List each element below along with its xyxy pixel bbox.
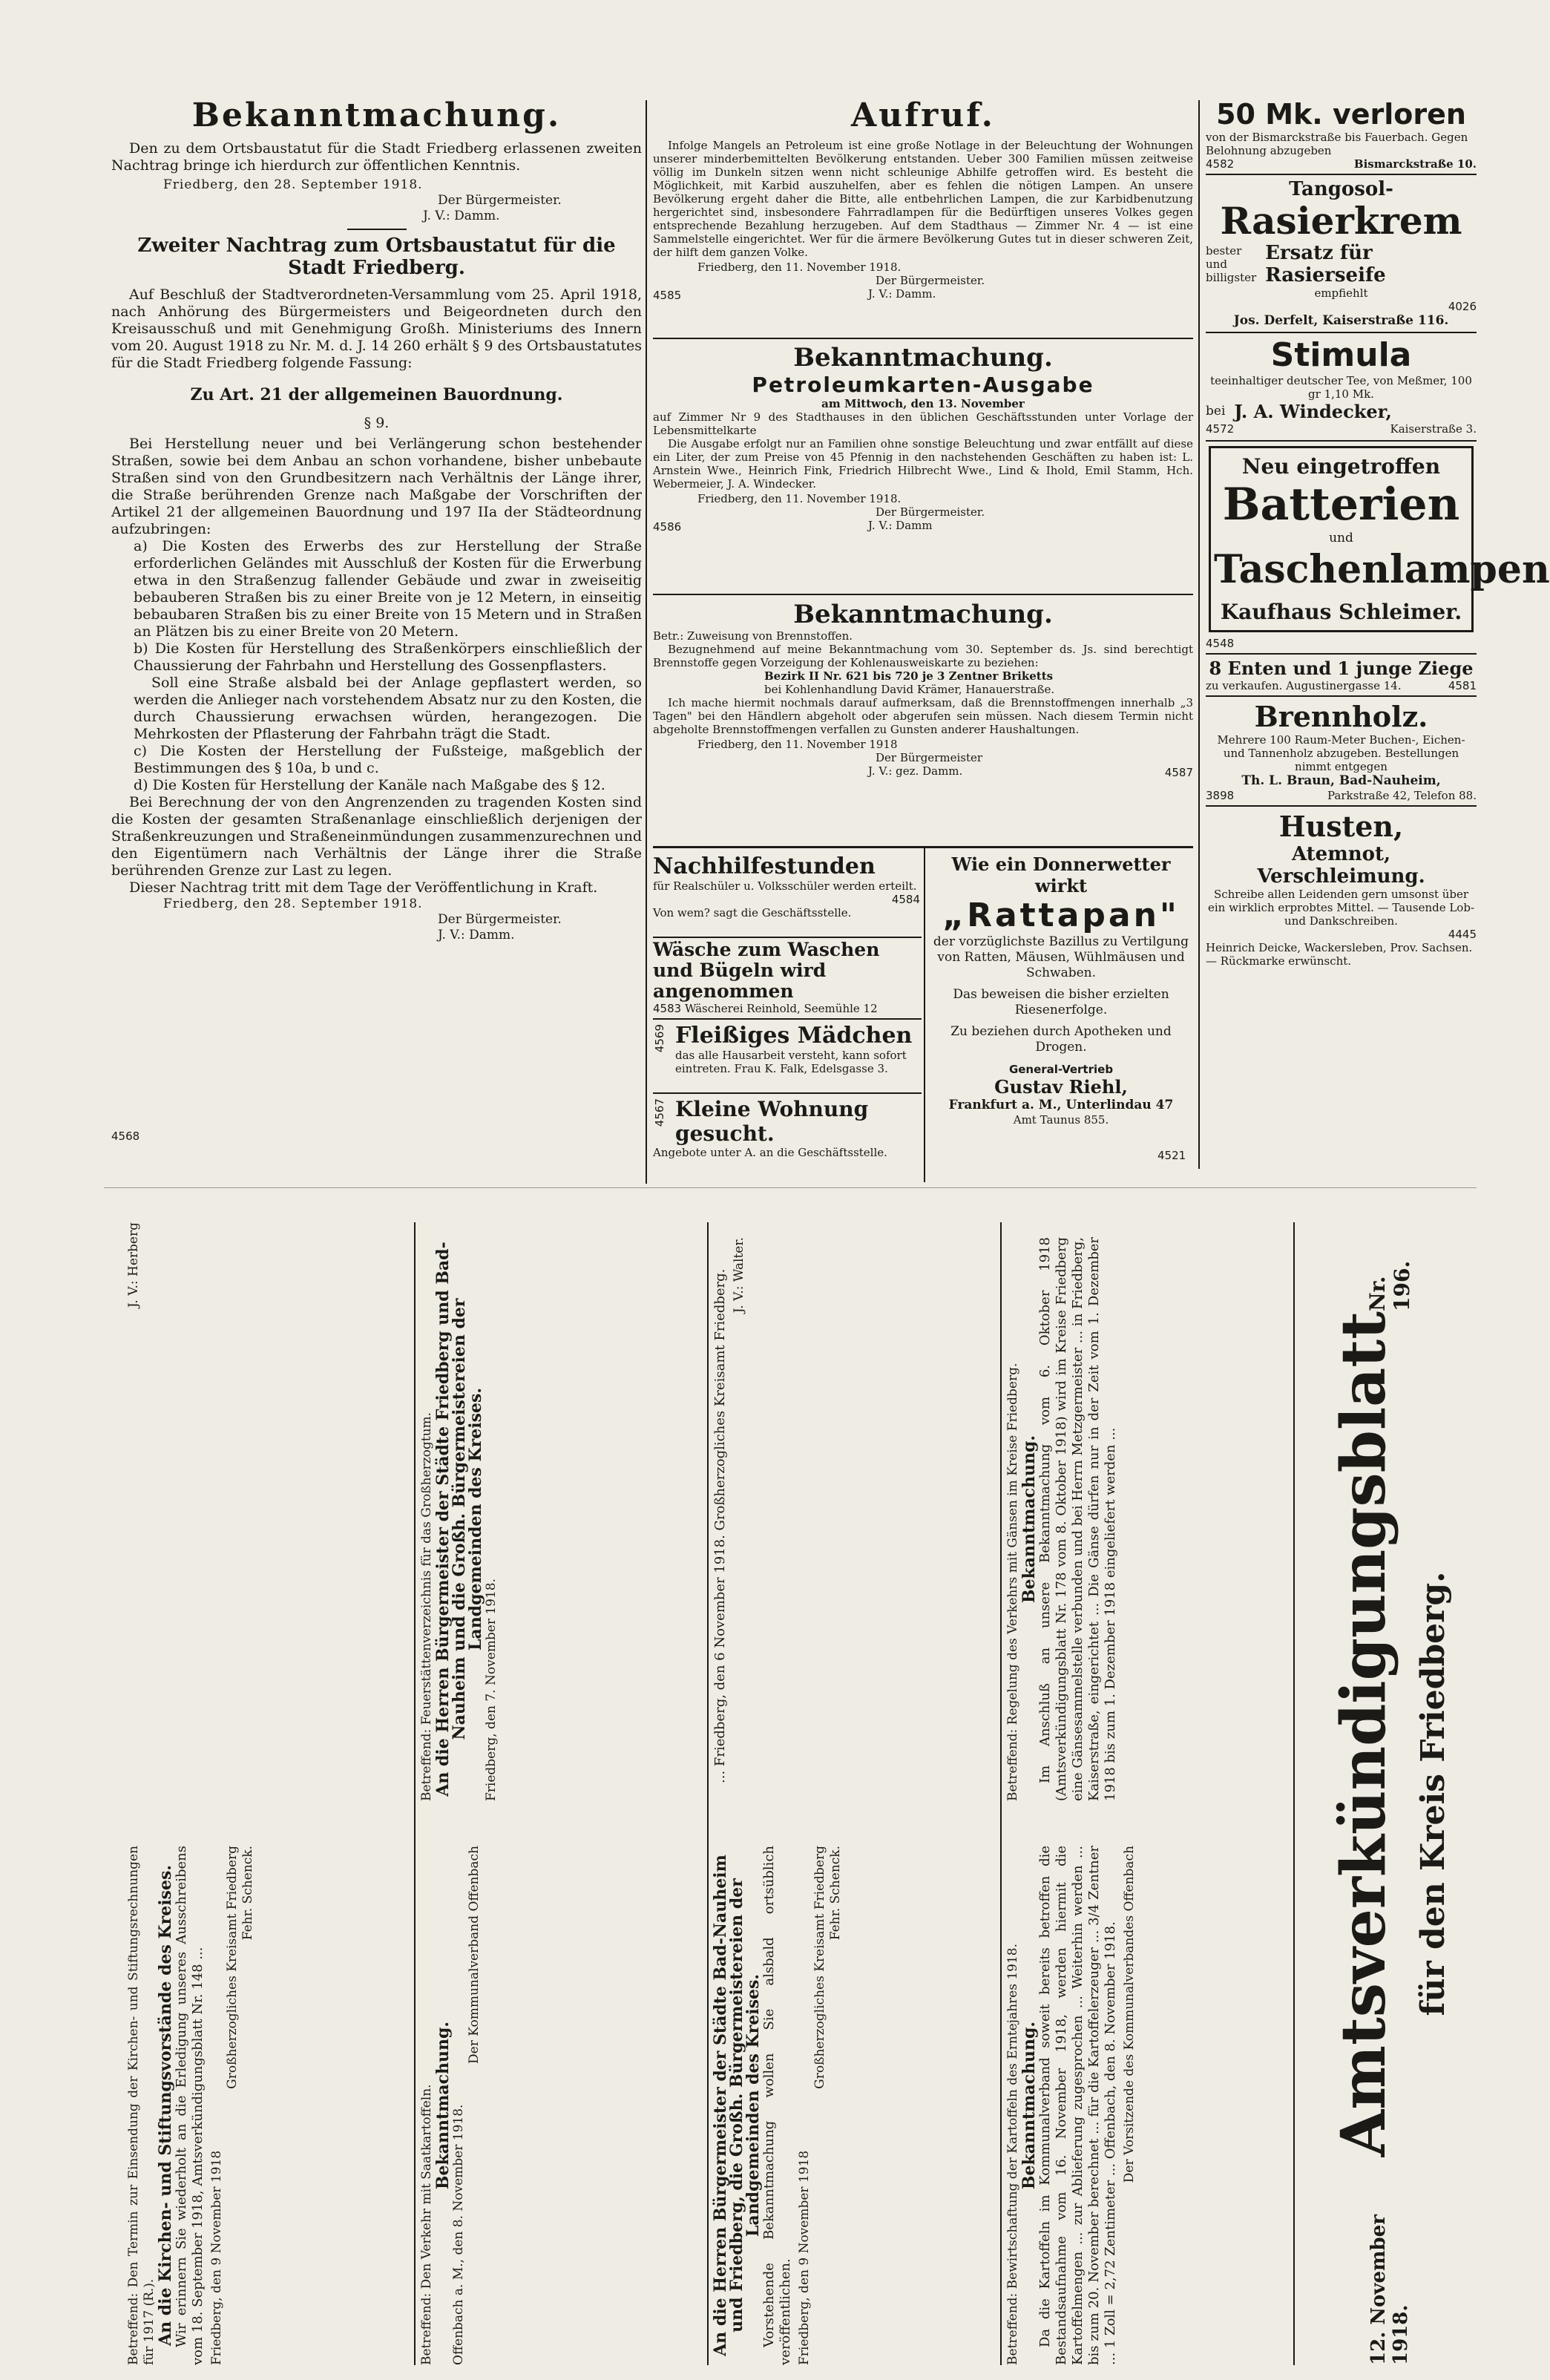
text: Da die Kartoffeln im Kommunalverband soweit bereits betroffen die Bestandsaufnahme vom 16. November 1918, werden hiermit die Kartoffelmengen ... zur Ablieferung zugesprochen ... Weiterhin werden ... bis zum 20. November berechnet ... für die Kartoffelerzeuger ... 3/4 Zentner ... 1 Zoll = 2,72 Zentimeter ... Offenbach, den 8. November 1918.: [1037, 1846, 1118, 2365]
ad-enten-text: zu verkaufen. Augustinergasse 14.: [1206, 679, 1402, 692]
signature-title: Der Bürgermeister: [876, 751, 983, 764]
ad-husten-text: Schreibe allen Leidenden gern umsonst über ein wirklich erprobtes Mittel. — Tausende Lob- und Dankschreiben.: [1207, 888, 1475, 928]
ad-number: 4567: [653, 1098, 666, 1127]
ad-address: Parkstraße 42, Telefon 88.: [1327, 789, 1477, 802]
bekanntmachung-ortsbaustatut: [111, 96, 642, 943]
ad-atemnot: Atemnot, Verschleimung.: [1257, 843, 1425, 888]
text: Vorstehende Bekanntmachung wollen Sie alsbald ortsüblich veröffentlichen.: [761, 1846, 793, 2365]
divider: [1206, 653, 1477, 655]
signature-name: J. V.: gez. Damm.: [868, 764, 963, 778]
signature: J. V.: Walter.: [732, 1237, 746, 1314]
ad-batt2: Batterien: [1222, 479, 1460, 531]
ad-number: 4568: [111, 1130, 140, 1143]
ad-batt4: Taschenlampen: [1214, 547, 1550, 592]
signature-name: J. V.: Damm: [868, 519, 933, 532]
ad-number: 4569: [653, 1024, 666, 1053]
item-c: c) Die Kosten der Herstellung der Fußsteige, maßgeblich der Bestimmungen des § 10a, b und c.: [134, 743, 642, 776]
ad-batt3: und: [1329, 531, 1353, 545]
ad-text: der vorzüglichste Bazillus zu Vertilgung von Ratten, Mäusen, Wühlmäusen und Schwaben.: [933, 934, 1189, 980]
item-d: d) Die Kosten für Herstellung der Kanäle nach Maßgabe des § 12.: [134, 777, 605, 793]
ad-rasier-text2: Ersatz für Rasierseife: [1265, 242, 1386, 286]
ad-number: 4585: [653, 289, 682, 302]
ad-text2: Das beweisen die bisher erzielten Riesenerfolge.: [953, 987, 1169, 1017]
divider: [1206, 805, 1477, 807]
signature: Großherzogliches Kreisamt Friedberg: [812, 1846, 827, 2089]
signature-title: Der Bürgermeister.: [438, 193, 562, 208]
signature: Der Vorsitzende des Kommunalverbandes Offenbach: [1122, 1846, 1137, 2183]
divider: [1206, 174, 1477, 175]
masthead-date: 12. November 1918.: [1367, 2215, 1412, 2365]
date-line: Friedberg, den 11. November 1918.: [697, 260, 902, 274]
section-title: Bekanntmachung.: [191, 96, 562, 134]
betreff: Betreffend: Feuerstättenverzeichnis für das Großherzogtum.: [419, 1412, 434, 1801]
paragraph: Bei Herstellung neuer und bei Verlängerung schon bestehender Straßen, sowie bei dem Anbau an schon vorhandene, bisher unbebaute Straßen sind von den Grundbesitzern nach Verhältnis der Länge ihrer, die Straße berührenden Grenze nach Maßgabe der Vorschriften der Artikel 21 der allgemeinen Bauordnung und 197 IIa der Städteordnung aufzubringen:: [111, 436, 642, 537]
ad-contact: Wäscherei Reinhold, Seemühle 12: [684, 1002, 878, 1015]
ad-batterien: [1209, 446, 1550, 632]
text: auf Zimmer Nr 9 des Stadthauses in den üblichen Geschäftsstunden unter Vorlage der Lebensmittelkarte: [653, 410, 1193, 437]
ad-wohnung: [653, 1097, 920, 1159]
divider: [1206, 332, 1477, 333]
item-b: b) Die Kosten für Herstellung des Straßenkörpers einschließlich der Chaussierung der Fahrbahn und Herstellung des Gossenpflasters.: [134, 640, 642, 674]
title: Bekanntmachung.: [433, 2021, 453, 2190]
divider: [653, 846, 1193, 848]
paragraph: Soll eine Straße alsbald bei der Anlage gepflastert werden, so werden die Anlieger nach vorstehendem Absatz nur zu den Kosten, die durch Chaussierung erwachsen würden, herangezogen. Die Mehrkosten der Pflasterung der Fahrbahn trägt die Stadt.: [134, 675, 642, 742]
ad-title: Kleine Wohnung gesucht.: [675, 1097, 869, 1146]
paragraph: Bei Berechnung der von den Angrenzenden zu tragenden Kosten sind die Kosten der gesamten Straßenanlage einschließlich derjenigen der Straßenkreuzungen und Straßeneinmündungen zusammenzurechnen und den Eigentümern nach Verhältnis der Länge ihrer die Straße berührenden Grenze zur Last zu legen.: [111, 794, 642, 879]
signature: J. V.: Herberg: [126, 1222, 141, 1308]
signature-title: Der Bürgermeister.: [438, 912, 562, 927]
ad-empfiehlt: empfiehlt: [1314, 286, 1368, 300]
date-line: Friedberg, den 11. November 1918.: [697, 492, 902, 505]
article-heading: Zu Art. 21 der allgemeinen Bauordnung.: [190, 385, 563, 404]
intro-text: Den zu dem Ortsbaustatut für die Stadt Friedberg erlassenen zweiten Nachtrag bringe ich hierdurch zur öffentlichen Kenntnis.: [111, 140, 642, 174]
paragraph-number: § 9.: [364, 415, 390, 431]
section-title: Aufruf.: [851, 96, 995, 134]
ad-windecker: J. A. Windecker,: [1234, 401, 1392, 422]
date: Friedberg, den 9 November 1918: [209, 2150, 224, 2365]
when: am Mittwoch, den 13. November: [821, 397, 1025, 410]
ad-stimula-title: Stimula: [1270, 336, 1412, 374]
date: Friedberg, den 7. November 1918.: [484, 1578, 499, 1801]
signature-name: Fehr. Schenck.: [828, 1846, 843, 1941]
title: An die Kirchen- und Stiftungsvorstände des Kreises.: [156, 1865, 175, 2346]
signature: Großherzogliches Kreisamt Friedberg: [225, 1846, 240, 2089]
ad-number: 4586: [653, 520, 682, 534]
ad-text: das alle Hausarbeit versteht, kann sofort eintreten. Frau K. Falk, Edelsgasse 3.: [675, 1049, 907, 1075]
ad-address: Bismarckstraße 10.: [1353, 157, 1477, 171]
text: Bezugnehmend auf meine Bekanntmachung vom 30. September ds. Js. sind berechtigt Brennstoffe gegen Vorzeigung der Kohlenausweiskarte zu beziehen:: [653, 643, 1193, 669]
date: Offenbach a. M., den 8. November 1918.: [451, 2104, 466, 2365]
signature-title: Der Bürgermeister.: [876, 274, 985, 287]
ad-maedchen: [653, 1023, 920, 1075]
ad-number: 4582: [1206, 157, 1235, 171]
title: Bekanntmachung.: [1019, 1435, 1039, 1604]
divider: [653, 338, 1193, 339]
bezirk: Bezirk II Nr. 621 bis 720 je 3 Zentner Briketts: [764, 669, 1054, 683]
ad-brenn-text: Mehrere 100 Raum-Meter Buchen-, Eichen- und Tannenholz abzugeben. Bestellungen nimmt entgegen: [1217, 733, 1465, 773]
ad-braun: Th. L. Braun, Bad-Nauheim,: [1241, 773, 1441, 788]
ad-gv: General-Vertrieb: [1008, 1063, 1114, 1076]
text: Im Anschluß an unsere Bekanntmachung vom 6. Oktober 1918 (Amtsverkündigungsblatt Nr. 178 vom 8. Oktober 1918) wird im Kreise Friedberg eine Gänsesammelstelle verbunden und bei Herrn Metzgermeister ... in Friedberg, Kaiserstraße, eingerichtet ... Die Gänse dürfen nur in der Zeit vom 1. Dezember 1918 bis zum 1. Dezember 1918 eingeliefert werden ...: [1037, 1237, 1118, 1801]
section-title: Bekanntmachung.: [793, 600, 1053, 629]
date-line: Friedberg, den 28. September 1918.: [163, 177, 423, 192]
divider: [653, 1018, 922, 1020]
divider: [347, 229, 407, 230]
ad-rasier-text1: bester und billigster: [1206, 244, 1257, 284]
ad-batt1: Neu eingetroffen: [1241, 454, 1441, 479]
betreff: Betr.: Zuweisung von Brennstoffen.: [653, 629, 853, 643]
ad-derfelt: Jos. Derfelt, Kaiserstraße 116.: [1233, 313, 1449, 328]
signature: Der Kommunalverband Offenbach: [467, 1846, 482, 2064]
betreff: Betreffend: Regelung des Verkehrs mit Gänsen im Kreise Friedberg.: [1005, 1363, 1020, 1801]
divider: [653, 1092, 922, 1094]
signature-name: J. V.: Damm.: [868, 287, 936, 301]
paragraph: Auf Beschluß der Stadtverordneten-Versammlung vom 25. April 1918, nach Anhörung des Bürgermeisters und Beigeordneten durch den Kreisausschuß und mit Genehmigung Großh. Ministeriums des Innern vom 20. August 1918 zu Nr. M. d. J. 14 260 erhält § 9 des Ortsbaustatutes für die Stadt Friedberg folgende Fassung:: [111, 286, 642, 371]
ad-phone: Amt Taunus 855.: [1013, 1113, 1109, 1127]
divider: [104, 1187, 1477, 1188]
title: An die Herren Bürgermeister der Städte Friedberg und Bad-Nauheim und die Großh. Bürgermeistereien der Landgemeinden des Kreises.: [433, 1242, 485, 1797]
ad-number: 4584: [891, 893, 920, 906]
divider: [653, 937, 922, 938]
ad-nachhilfe: [653, 853, 920, 919]
column-divider: [707, 1222, 709, 2365]
section-title: Bekanntmachung.: [793, 343, 1053, 373]
column-kartoffeln: [1005, 1222, 1287, 2365]
column-middle: [712, 1222, 994, 2365]
ad-text3: Zu beziehen durch Apotheken und Drogen.: [950, 1024, 1172, 1055]
signature-title: Der Bürgermeister.: [876, 505, 985, 519]
item-a: a) Die Kosten des Erwerbs des zur Herstellung der Straße erforderlichen Geländes mit Ausschluß der Kosten für die Erwerbung etwa in den Straßenzug fallender Gebäude und zwar in zweiseitig bebauberen Straßen bis zu einer Breite von je 12 Metern, in einseitig bebaubaren Straßen bis zu einer Breite von 15 Metern und in Straßen an Plätzen bis zu einer Breite von 20 Metern.: [134, 538, 642, 640]
text: ... Friedberg, den 6 November 1918. Großherzogliches Kreisamt Friedberg.: [712, 1268, 728, 1783]
column-divider: [1000, 1222, 1002, 2365]
ad-husten-title: Husten,: [1278, 810, 1404, 843]
ad-lost-text: von der Bismarckstraße bis Fauerbach. Gegen Belohnung abzugeben: [1206, 131, 1468, 157]
brennstoffe-bekanntmachung: [653, 600, 1193, 779]
column-kirchen: [126, 1222, 408, 2365]
ad-waesche: [653, 940, 920, 1015]
column-divider: [1293, 1222, 1295, 2365]
text: Wir erinnern Sie wiederholt an die Erledigung unseres Ausschreibens vom 18. September 1918, Amtsverkündigungsblatt Nr. 148 ...: [174, 1846, 206, 2365]
ad-lost-title: 50 Mk. verloren: [1216, 98, 1466, 131]
betreff: Betreffend: Den Verkehr mit Saatkartoffeln.: [419, 2084, 434, 2365]
text2: Ich mache hiermit nochmals darauf aufmerksam, daß die Brennstoffmengen innerhalb „3 Tagen" bei den Händlern abgeholt oder abgerufen sein müssen. Nach diesem Termin nicht abgeholte Brennstoffmengen verfallen zu Gunsten anderer Haushaltungen.: [653, 696, 1193, 736]
ad-number: 3898: [1206, 789, 1235, 802]
ad-number: 4445: [1448, 928, 1477, 941]
betreff: Betreffend: Den Termin zur Einsendung der Kirchen- und Stiftungsrechnungen für 1917 (R.).: [126, 1846, 157, 2365]
ad-title: Fleißiges Mädchen: [675, 1023, 913, 1049]
column-divider: [414, 1222, 416, 2365]
ad-batt5: Kaufhaus Schleimer.: [1220, 600, 1462, 624]
masthead-subtitle: für den Kreis Friedberg.: [1414, 1571, 1452, 2016]
ad-rattapan: [927, 853, 1195, 1127]
bei: bei Kohlenhandlung David Krämer, Hanauerstraße.: [764, 683, 1055, 696]
ad-rasier-title: Rasierkrem: [1220, 199, 1462, 243]
ad-stimula-text: teeinhaltiger deutscher Tee, von Meßmer, 100 gr 1,10 Mk.: [1210, 374, 1472, 401]
betreff: Betreffend: Bewirtschaftung der Kartoffeln des Erntejahres 1918.: [1005, 1943, 1020, 2365]
petroleum-bekanntmachung: [653, 343, 1193, 534]
signature-name: J. V.: Damm.: [438, 928, 515, 943]
amtsblatt-rotated-block: [0, 1195, 1484, 2380]
divider: [1206, 440, 1477, 442]
ad-bei: bei: [1206, 404, 1226, 419]
paragraph: Dieser Nachtrag tritt mit dem Tage der Veröffentlichung in Kraft.: [129, 879, 598, 896]
ad-title: Nachhilfestunden: [653, 853, 876, 879]
signature-name: Fehr. Schenck.: [240, 1846, 255, 1941]
divider: [1206, 695, 1477, 697]
ad-contact: Von wem? sagt die Geschäftsstelle.: [653, 906, 852, 919]
aufruf: [653, 96, 1193, 302]
ad-number: 4521: [1157, 1149, 1186, 1162]
date: Friedberg, den 9 November 1918: [797, 2150, 812, 2365]
right-column-ads: [1206, 98, 1550, 968]
text2: Die Ausgabe erfolgt nur an Familien ohne sonstige Beleuchtung und zwar entfällt auf diese ein Liter, der zum Preise von 45 Pfennig in den nachstehenden Geschäften zu haben ist: L. Arnstein Wwe., Heinrich Fink, Friedrich Hilbrecht Wwe., Lind & Ihold, Emil Stamm, Hch. Webermeier, J. A. Windecker.: [653, 437, 1193, 491]
ad-number: 4572: [1206, 422, 1235, 436]
ad-text: Angebote unter A. an die Geschäftsstelle.: [653, 1146, 887, 1159]
title: Bekanntmachung.: [1019, 2021, 1039, 2190]
ad-number: 4026: [1448, 300, 1477, 313]
column-divider: [646, 100, 647, 1184]
aufruf-text: Infolge Mangels an Petroleum ist eine große Notlage in der Beleuchtung der Wohnungen unserer minderbemittelten Bevölkerung entstanden. Ueber 300 Familien müssen zeitweise völlig im Dunkeln sitzen wenn nicht schleunige Abhilfe getroffen wird. Es besteht die Möglichkeit, mit Karbid auszuhelfen, aber es fehlen die nötigen Lampen. An unsere Bevölkerung ergeht daher die Bitte, alle entbehrlichen Lampen, die zur Karbidbenutzung hergerichtet sind, insbesondere Fahrradlampen für die Bedürftigen unseres Volkes gegen entsprechende Bezahlung herzugeben. Auf dem Stadthaus — Zimmer Nr. 4 — ist eine Sammelstelle eingerichtet. Wer für die ärmere Bevölkerung Gutes tut in dieser schweren Zeit, der hilft dem ganzen Volke.: [653, 139, 1193, 259]
masthead: [1306, 1207, 1454, 2365]
ad-number: 4581: [1448, 679, 1477, 692]
ad-brenn-title: Brennholz.: [1254, 700, 1428, 733]
ad-number: 4548: [1206, 637, 1235, 650]
ad-deicke: Heinrich Deicke, Wackersleben, Prov. Sachsen. — Rückmarke erwünscht.: [1206, 941, 1473, 968]
ad-number: 4583: [653, 1002, 682, 1015]
masthead-title: Amtsverkündigungsblatt: [1328, 1311, 1399, 2157]
signature-name: J. V.: Damm.: [423, 209, 500, 223]
column-divider: [1198, 100, 1200, 1169]
ad-number: 4587: [1164, 766, 1193, 779]
title: An die Herren Bürgermeister der Städte Bad-Nauheim und Friedberg, die Großh. Bürgermeistereien der Landgemeinden des Kreises.: [711, 1855, 763, 2356]
ad-enten-title: 8 Enten und 1 junge Ziege: [1209, 658, 1474, 679]
divider: [653, 594, 1193, 595]
ad-tango: Tangosol-: [1289, 178, 1393, 200]
ad-title: „Rattapan": [942, 896, 1180, 934]
date-line: Friedberg, den 28. September 1918.: [163, 896, 423, 911]
column-saatkartoffeln: [419, 1222, 701, 2365]
column-divider: [924, 848, 925, 1182]
ad-line1: Wie ein Donnerwetter wirkt: [951, 853, 1171, 896]
masthead-number: Nr. 196.: [1365, 1260, 1414, 1311]
subtitle: Petroleumkarten-Ausgabe: [752, 373, 1094, 397]
ad-name: Gustav Riehl,: [994, 1076, 1128, 1098]
ad-address: Kaiserstraße 3.: [1390, 422, 1477, 436]
date-line: Friedberg, den 11. November 1918: [697, 738, 898, 751]
ad-title: Wäsche zum Waschen und Bügeln wird angenommen: [653, 939, 880, 1002]
ad-text: für Realschüler u. Volksschüler werden erteilt.: [653, 879, 917, 893]
ad-address: Frankfurt a. M., Unterlindau 47: [948, 1098, 1174, 1112]
subtitle: Zweiter Nachtrag zum Ortsbaustatut für die Stadt Friedberg.: [137, 235, 616, 279]
